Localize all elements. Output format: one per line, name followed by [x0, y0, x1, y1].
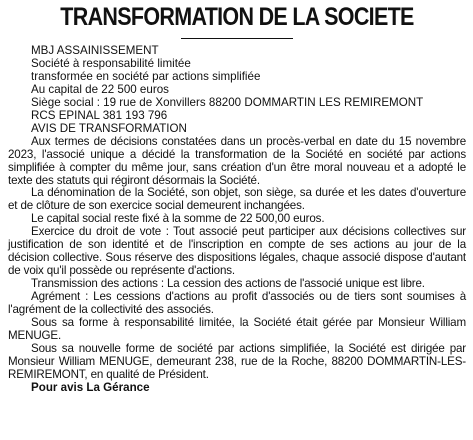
company-header — [8, 45, 466, 136]
notice-subtitle: AVIS DE TRANSFORMATION — [31, 121, 187, 135]
company-name: MBJ ASSAINISSEMENT — [31, 44, 159, 57]
paragraph-approval: Agrément : Les cessions d'actions au profit d'associés ou de tiers sont soumises à l'agrément de la collectivité des associés. — [8, 290, 466, 317]
paragraph-voting-rights: Exercice du droit de vote : Tout associé peut participer aux décisions collectives sur justification de son identité et de l'inscription en compte de ses actions au jour de la décision collective. Sous réserve des dispositions légales, chaque associé dispose d'autant de voix qu'il possède ou représente d'actions. — [8, 225, 466, 278]
company-legal-form: Société à responsabilité limitée — [31, 56, 191, 70]
company-capital: Au capital de 22 500 euros — [31, 82, 169, 96]
paragraph-unchanged-items: La dénomination de la Société, son objet, son siège, sa durée et les dates d'ouverture et de clôture de son exercice social demeurent inchangées. — [8, 186, 466, 213]
paragraph-decisions: Aux termes de décisions constatées dans un procès-verbal en date du 15 novembre 2023, l'associé unique a décidé la transformation de la Société en société par actions simplifiée à compter du même jour, sans création d'un être moral nouveau et a adopté le texte des statuts qui régiront désormais la Société. — [8, 134, 466, 187]
signature: Pour avis La Gérance — [31, 380, 150, 394]
notice-title: TRANSFORMATION DE LA SOCIETE — [60, 3, 414, 31]
paragraph-share-transfer: Transmission des actions : La cession des actions de l'associé unique est libre. — [31, 277, 425, 291]
company-registered-office: Siège social : 19 rue de Xonvillers 88200 DOMMARTIN LES REMIREMONT — [31, 95, 424, 109]
company-rcs: RCS EPINAL 381 193 796 — [31, 108, 168, 122]
paragraph-former-manager: Sous sa forme à responsabilité limitée, la Société était gérée par Monsieur William MENUGE. — [8, 316, 466, 342]
paragraph-president: Sous sa nouvelle forme de société par actions simplifiée, la Société est dirigée par Monsieur William MENUGE, demeurant 238, rue de la Roche, 88200 DOMMARTIN-LES-REMIREMONT, en qualité de Président. — [8, 341, 466, 381]
company-new-form: transformée en société par actions simplifiée — [31, 69, 261, 83]
notice-body — [8, 136, 466, 382]
title-underline — [181, 38, 293, 39]
paragraph-capital: Le capital social reste fixé à la somme de 22 500,00 euros. — [31, 212, 325, 226]
